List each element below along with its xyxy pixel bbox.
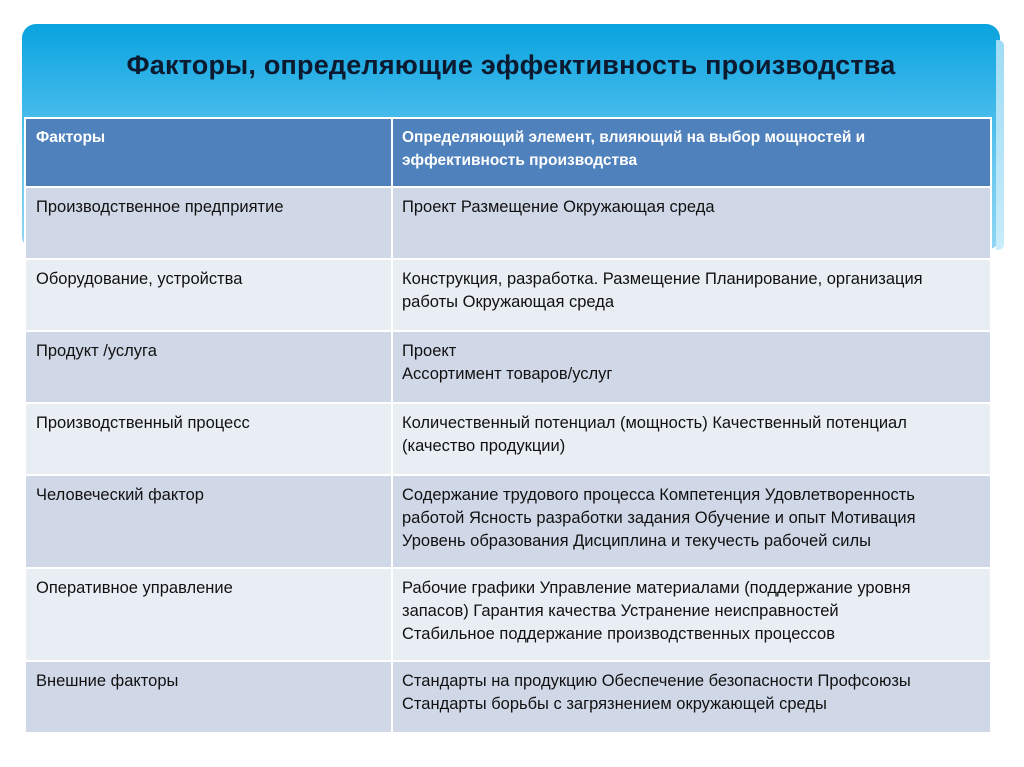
element-cell <box>392 403 991 475</box>
element-line: (качество продукции) <box>402 437 566 455</box>
factor-cell: Оперативное управление <box>25 568 392 661</box>
table-row <box>25 259 991 331</box>
element-line: Стандарты на продукцию Обеспечение безопасности Профсоюзы <box>402 672 911 690</box>
table-row <box>25 403 991 475</box>
element-line: Конструкция, разработка. Размещение Планирование, организация <box>402 270 923 288</box>
element-line: Количественный потенциал (мощность) Качественный потенциал <box>402 414 907 432</box>
factor-cell: Человеческий фактор <box>25 475 392 568</box>
element-cell <box>392 475 991 568</box>
column-header-factors: Факторы <box>25 118 392 187</box>
element-line: запасов) Гарантия качества Устранение неисправностей <box>402 602 839 620</box>
element-cell <box>392 259 991 331</box>
table-row <box>25 331 991 403</box>
factor-cell: Оборудование, устройства <box>25 259 392 331</box>
table-header-row <box>25 118 991 187</box>
element-line: Уровень образования Дисциплина и текучесть рабочей силы <box>402 532 871 550</box>
element-line: Рабочие графики Управление материалами (поддержание уровня <box>402 579 911 597</box>
element-line: Проект Размещение Окружающая среда <box>402 198 715 216</box>
element-line: Содержание трудового процесса Компетенция Удовлетворенность <box>402 486 915 504</box>
table-row <box>25 187 991 259</box>
element-line: работы Окружающая среда <box>402 293 615 311</box>
element-cell <box>392 187 991 259</box>
table-row <box>25 568 991 661</box>
element-line: Проект <box>402 342 457 360</box>
factor-cell: Производственный процесс <box>25 403 392 475</box>
factor-cell: Производственное предприятие <box>25 187 392 259</box>
factors-table <box>24 117 992 734</box>
factor-cell: Внешние факторы <box>25 661 392 733</box>
element-line: Стабильное поддержание производственных процессов <box>402 625 835 643</box>
element-cell <box>392 568 991 661</box>
table-row <box>25 661 991 733</box>
element-cell <box>392 661 991 733</box>
element-line: Стандарты борьбы с загрязнением окружающей среды <box>402 695 827 713</box>
factor-cell: Продукт /услуга <box>25 331 392 403</box>
column-header-elements: Определяющий элемент, влияющий на выбор мощностей и эффективность производства <box>392 118 991 187</box>
slide-title: Факторы, определяющие эффективность производства <box>126 50 896 80</box>
element-cell <box>392 331 991 403</box>
table-row <box>25 475 991 568</box>
element-line: Ассортимент товаров/услуг <box>402 365 613 383</box>
element-line: работой Ясность разработки задания Обучение и опыт Мотивация <box>402 509 916 527</box>
